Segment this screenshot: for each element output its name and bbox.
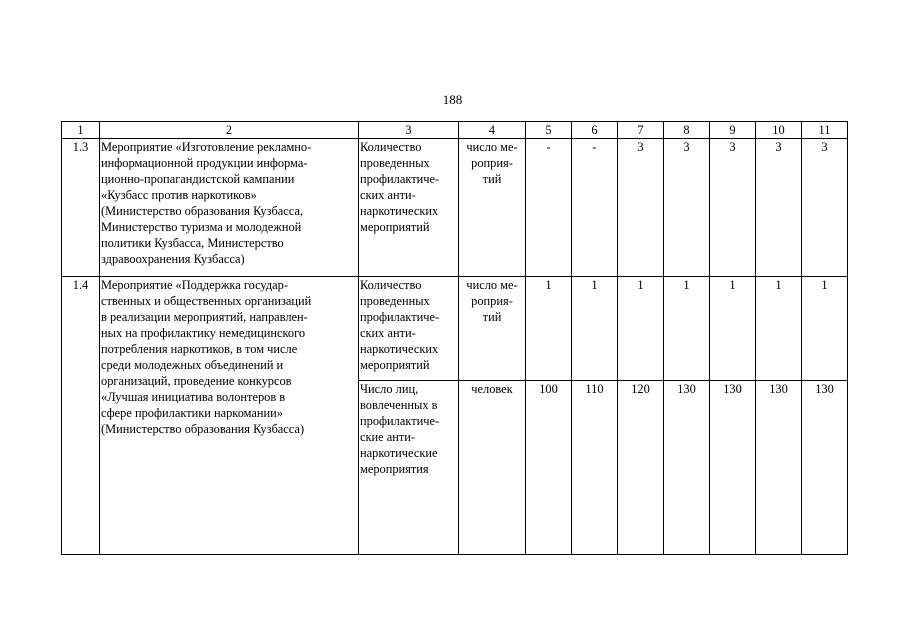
value-cell: 3 — [618, 139, 664, 277]
value-cell: 3 — [802, 139, 848, 277]
value-cell: 3 — [756, 139, 802, 277]
value-cell: - — [572, 139, 618, 277]
header-cell: 1 — [62, 122, 100, 139]
header-cell: 4 — [459, 122, 526, 139]
value-cell: 100 — [526, 381, 572, 555]
value-cell: 130 — [802, 381, 848, 555]
unit-cell: человек — [459, 381, 526, 555]
value-cell: 130 — [710, 381, 756, 555]
value-cell: 1 — [756, 277, 802, 381]
indicator-cell: Количество проведенных профилактиче- ских анти- наркотических мероприятий — [359, 277, 459, 381]
value-cell: 130 — [756, 381, 802, 555]
value-cell: 1 — [526, 277, 572, 381]
header-cell: 7 — [618, 122, 664, 139]
value-cell: 3 — [664, 139, 710, 277]
event-cell: Мероприятие «Поддержка государ- ственных и общественных организаций в реализации мероприятий, направлен- ных на профилактику немедицинского потребления наркотиков, в том числе среди молодежных объединений и организаций, проведение конкурсов «Лучшая инициатива волонтеров в сфере профилактики наркомании» (Министерство образования Кузбасса) — [100, 277, 359, 555]
page-number: 188 — [442, 92, 463, 107]
value-cell: 120 — [618, 381, 664, 555]
header-cell: 8 — [664, 122, 710, 139]
header-row — [62, 122, 848, 139]
header-cell: 10 — [756, 122, 802, 139]
value-cell: 130 — [664, 381, 710, 555]
indicators-table — [61, 121, 848, 555]
header-cell: 9 — [710, 122, 756, 139]
value-cell: 110 — [572, 381, 618, 555]
indicator-cell: Число лиц, вовлеченных в профилактиче- ские анти- наркотические мероприятия — [359, 381, 459, 555]
header-cell: 3 — [359, 122, 459, 139]
value-cell: 1 — [664, 277, 710, 381]
value-cell: 1 — [572, 277, 618, 381]
value-cell: - — [526, 139, 572, 277]
value-cell: 1 — [710, 277, 756, 381]
indicator-cell: Количество проведенных профилактиче- ских анти- наркотических мероприятий — [359, 139, 459, 277]
event-cell: Мероприятие «Изготовление рекламно- информационной продукции информа- ционно-пропагандистской кампании «Кузбасс против наркотиков» (Министерство образования Кузбасса, Министерство туризма и молодежной политики Кузбасса, Министерство здравоохранения Кузбасса) — [100, 139, 359, 277]
table-row — [62, 139, 848, 277]
value-cell: 3 — [710, 139, 756, 277]
table-row — [62, 277, 848, 381]
value-cell: 1 — [802, 277, 848, 381]
header-cell: 5 — [526, 122, 572, 139]
header-cell: 11 — [802, 122, 848, 139]
row-number: 1.4 — [62, 277, 100, 555]
value-cell: 1 — [618, 277, 664, 381]
header-cell: 2 — [100, 122, 359, 139]
row-number: 1.3 — [62, 139, 100, 277]
header-cell: 6 — [572, 122, 618, 139]
unit-cell: число ме- роприя- тий — [459, 277, 526, 381]
unit-cell: число ме- роприя- тий — [459, 139, 526, 277]
